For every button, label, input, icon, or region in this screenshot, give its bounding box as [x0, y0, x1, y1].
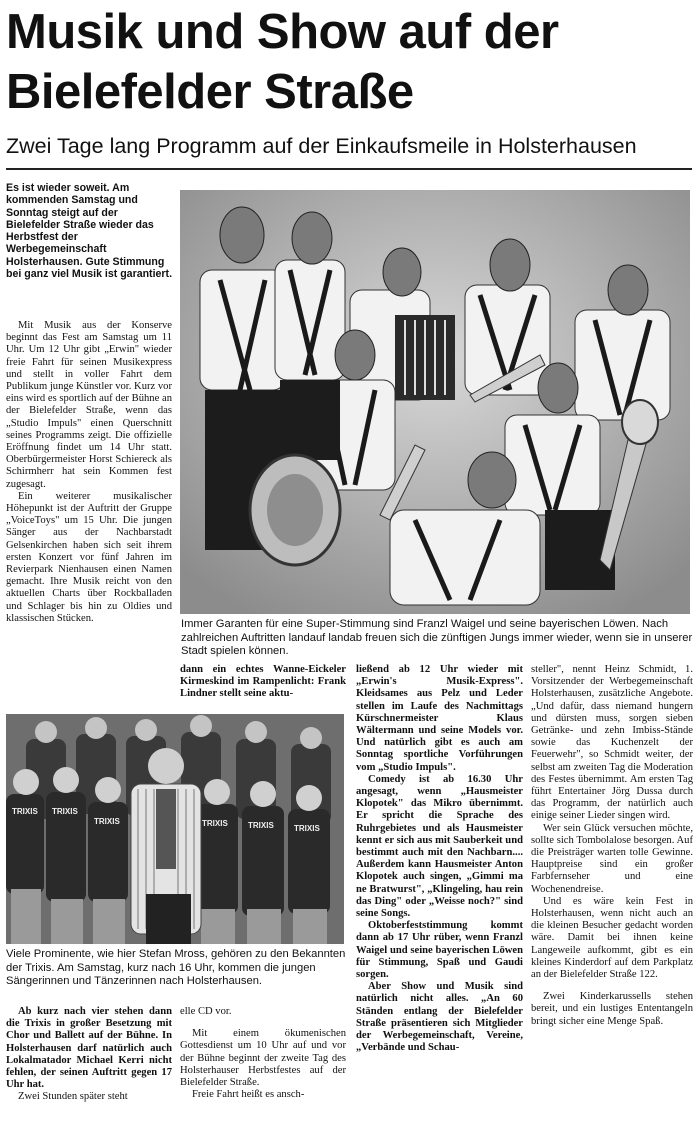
column-2-top	[180, 664, 346, 701]
shirt-label: TRIXIS	[294, 824, 320, 833]
trixis-photo-caption: Viele Prominente, wie hier Stefan Mross, gehören zu den Bekannten der Trixis. Am Samstag, kurz nach 16 Uhr, kommen die jungen Sängerinnen und Tänzerinnen nach Holsterhausen.	[6, 948, 346, 987]
col4-paragraph-2: Comedy ist ab 16.30 Uhr angesagt, wenn „Hausmeister Klopotek" das Mikro übernimmt. Er spricht die Sprache des Ruhrgebietes und als Hausmeister kennt er sich aus mit Sauberkeit und bestimmt auch mit den Nachbarn.... Außerdem kann Hausmeister Anton Klopotek auch singen, „Gimmi ma ne Bratwurst", „Klingeling, hau rein das Ding" oder „Weisse noch?" sind seine Songs.	[356, 773, 523, 920]
col3-paragraph-3: Freie Fahrt heißt es ansch-	[192, 1089, 305, 1101]
col5-paragraph-3: Und es wäre kein Fest in Holsterhausen, wenn nicht auch an die kleinen Besucher gedacht worden wäre. Damit bei ihnen keine Langeweile aufkommt, gibt es ein kleines Kinderdorf auf dem Parkplatz an der Bielefelder Straße 122.	[531, 895, 693, 981]
column-3	[180, 1006, 346, 1101]
lead-paragraph: Es ist wieder soweit. Am kommenden Samstag und Sonntag steigt auf der Bielefelder Straße wieder das Herbstfest der Werbegemeinschaft Holsterhausen. Gute Stimmung bei ganz viel Musik ist garantiert.	[6, 182, 173, 281]
trixis-photo-illustration	[6, 714, 344, 944]
shirt-label: TRIXIS	[52, 807, 78, 816]
shirt-label: TRIXIS	[94, 817, 120, 826]
col4-paragraph-3: Oktoberfeststimmung kommt dann ab 17 Uhr rüber, wenn Franzl Waigel und seine bayerischen Löwen für Stimmung, Spaß und Gaudi sorgen.	[356, 920, 523, 981]
shirt-label: TRIXIS	[202, 819, 228, 828]
band-photo-illustration	[180, 190, 690, 614]
column-2-bottom	[6, 1006, 172, 1104]
shirt-label: TRIXIS	[248, 821, 274, 830]
col4-paragraph-1: ließend ab 12 Uhr wieder mit „Erwin's Musik-Express". Kleidsames aus Pelz und Leder stellen im Laufe des Nachmittags Kürschnermeister Klaus Wältermann und seine Models vor. Und natürlich gibt es auch am Sonntag sportliche Vorführungen vom „Studio Impuls".	[356, 664, 523, 773]
trixis-photo	[6, 714, 344, 944]
col2-bottom-paragraph-a: Ab kurz nach vier stehen dann die Trixis in großer Besetzung mit Chor und Ballett auf der Bühne. In Holsterhausen darf natürlich auch Lokalmatador Michael Kerri nicht fehlen, der seinen Auftritt gegen 17 Uhr hat.	[6, 1006, 172, 1091]
column-1	[6, 320, 172, 625]
shirt-label: TRIXIS	[12, 807, 38, 816]
headline-rule	[6, 168, 692, 170]
band-photo-caption: Immer Garanten für eine Super-Stimmung sind Franzl Waigel und seine bayerischen Löwen. Nach zahlreichen Auftritten landauf landab freuen sich die zünftigen Jungs immer wieder, wenn sie in unserer Stadt spielen können.	[181, 618, 693, 657]
col1-paragraph-2: Ein weiterer musikalischer Höhepunkt ist der Auftritt der Gruppe „VoiceToys" um 15 Uhr. Die jungen Sänger aus der Nachbarstadt Gelsenkirchen haben sich seit ihrem ersten Konzert vor fünf Jahren im Revierpark Nienhausen einen Namen gemacht. Ihre Musik reicht von den aktuellen Charts über Rockballaden und Schlager bis hin zu Oldies und klassischen Stücken.	[6, 490, 172, 624]
col5-paragraph-2: Wer sein Glück versuchen möchte, sollte sich Tombolalose besorgen. Auf die Preisträger warten tolle Gewinne. Hauptpreise sind ein großer Farbfernseher und eine Wochenendreise.	[531, 822, 693, 895]
column-5	[531, 664, 693, 1028]
col3-paragraph-1: elle CD vor.	[180, 1006, 232, 1017]
headline: Musik und Show auf der Bielefelder Straße	[6, 5, 559, 119]
col5-paragraph-4: Zwei Kinderkarussells stehen bereit, und ein lustiges Ententangeln bringt sicher eine Menge Spaß.	[531, 991, 693, 1027]
band-photo	[180, 190, 690, 614]
col2-bottom-paragraph-b: Zwei Stunden später steht	[18, 1091, 128, 1103]
col2-top-paragraph: dann ein echtes Wanne-Eickeler Kirmeskind im Rampenlicht: Frank Lindner stellt seine aktu-	[180, 664, 346, 700]
col3-paragraph-2: Mit einem ökumenischen Gottesdienst um 10 Uhr auf und vor der Bühne beginnt der zweite Tag des Holsterhauser Herbstfestes auf der Bielefelder Straße.	[180, 1028, 346, 1089]
col5-paragraph-1: steller", nennt Heinz Schmidt, 1. Vorsitzender der Werbegemeinschaft Holsterhausen, zusätzliche Angebote. „Und dafür, dass niemand hungern und dürsten muss, sorgen sieben Getränke- und zehn Imbiss-Stände sowie das Kuchenzelt der Feuerwehr", so Schmidt weiter, der selbst am zweiten Tag die Moderation des Festes übernimmt. Am ersten Tag führt Entertainer Jörg Dussa durch das Programm, der natürlich auch einige seiner Lieder singen wird.	[531, 664, 693, 822]
subheadline: Zwei Tage lang Programm auf der Einkaufsmeile in Holsterhausen	[6, 134, 637, 158]
column-4	[356, 664, 523, 1055]
col1-paragraph-1: Mit Musik aus der Konserve beginnt das Fest am Samstag um 11 Uhr. Um 12 Uhr gibt „Erwin" wieder freie Fahrt für seinen Musikexpress und stellt in voller Fahrt dem Publikum junge Künstler vor. Kurz vor eins wird es sportlich auf der Bühne an der Bielefelder Straße, wenn das „Studio Impuls" einen Querschnitt seines Programms zeigt. Die offizielle Eröffnung findet um 14 Uhr statt. Oberbürgermeister Horst Schiereck als Schirmherr hat sein Kommen fest zugesagt.	[6, 320, 172, 490]
col4-paragraph-4: Aber Show und Musik sind natürlich nicht alles. „An 60 Ständen entlang der Bielefelder Straße präsentieren sich Mitglieder der Werbegemeinschaft, Vereine, „Verbände und Schau-	[356, 981, 523, 1054]
